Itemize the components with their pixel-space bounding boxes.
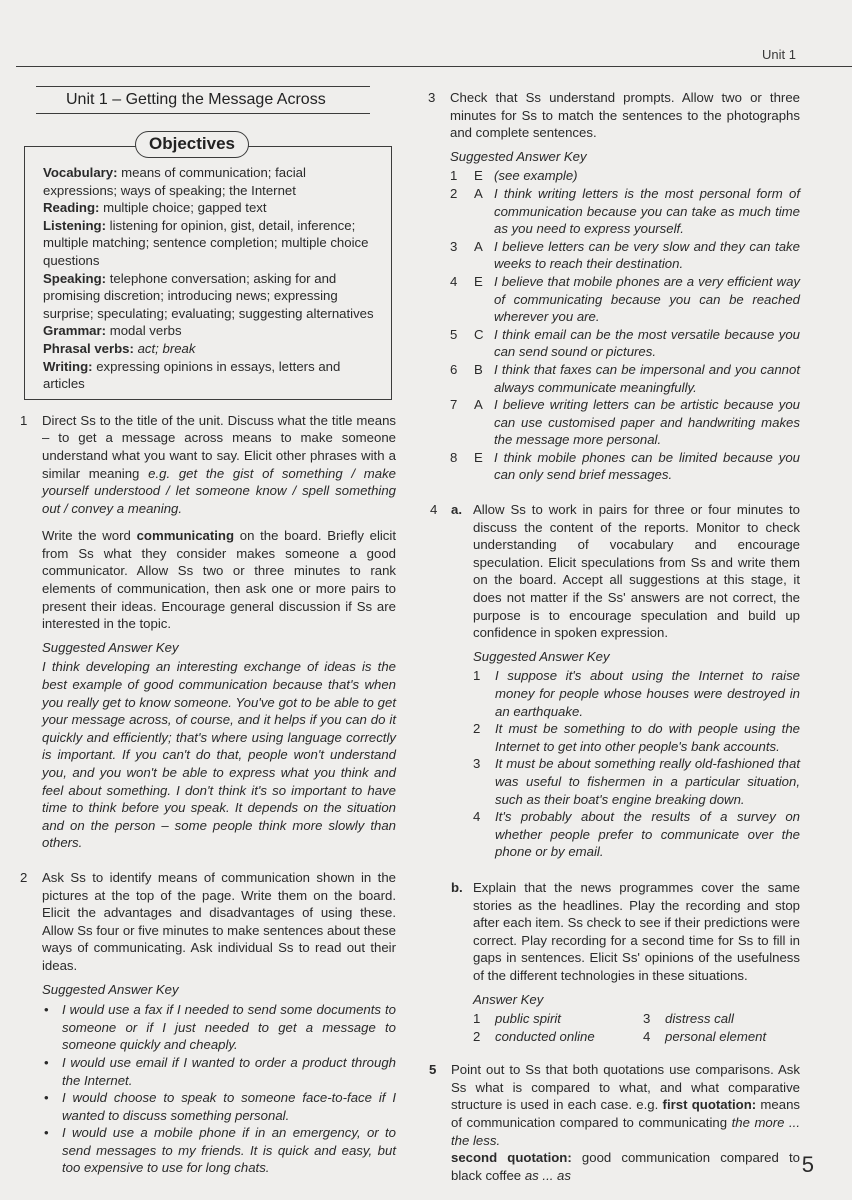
- item-4a-instructions: Allow Ss to work in pairs for three or four minutes to discuss the content of the reports. Monitor to check understanding of vocabulary and encourage speculation. Elicit speculations from Ss and write them on the board. Accept all suggestions at this stage, it does not matter if the Ss' answers are not correct, the purpose is to encourage speculation and build up confidence in spoken expression.: [473, 502, 800, 641]
- bullet-icon: •: [44, 1054, 49, 1070]
- objective-grammar: Grammar: modal verbs: [43, 323, 182, 339]
- item-4b-instructions: Explain that the news programmes cover the same stories as the headlines. Play the recording and stop after each item. Ss check to see if their predictions were correct. Play recording for a second time for Ss to fill in gaps in sentences. Elicit Ss' opinions of the usefulness of the different technologies in these situations.: [473, 879, 800, 983]
- bullet-icon: •: [44, 1002, 49, 1018]
- answer-row: 6 B I think that faxes can be impersonal and you cannot always communicate meaningfully.: [450, 361, 800, 395]
- left-column: [20, 86, 396, 1177]
- key-number: 1: [473, 1011, 481, 1027]
- list-item: • I would use email if I wanted to order a product through the Internet.: [44, 1054, 396, 1088]
- item-1-instructions: Direct Ss to the title of the unit. Discuss what the title means – to get a message across means to make someone understand what you want to say. Elicit other phrases with a similar meaning e.g. get the gist of something / make yourself understood / let someone know / spell something out / convey a meaning.: [42, 412, 396, 516]
- item-3: [428, 89, 800, 484]
- item-3-answers: [450, 167, 800, 484]
- objective-vocabulary: Vocabulary: means of communication; facial expressions; ways of speaking; the Internet: [43, 165, 306, 198]
- key-answer: public spirit: [495, 1011, 561, 1027]
- objective-phrasal-verbs: Phrasal verbs: act; break: [43, 340, 196, 356]
- key-number: 2: [473, 1028, 481, 1044]
- item-4: [432, 501, 800, 1045]
- bullet-icon: •: [44, 1125, 49, 1141]
- item-4a-answers: [473, 667, 800, 861]
- list-item: • I would use a fax if I needed to send some documents to someone or if I just needed to get a message to someone quickly and cheaply.: [44, 1002, 396, 1053]
- answer-row: 1 I suppose it's about using the Internet to raise money for people whose houses were destroyed in an earthquake.: [473, 668, 800, 719]
- key-answer: distress call: [665, 1011, 734, 1027]
- answer-row: 3 A I believe letters can be very slow and they can take weeks to reach their destination.: [450, 238, 800, 272]
- item-number: 2: [20, 869, 28, 885]
- item-2: [20, 869, 396, 1177]
- sub-item-label: b.: [451, 879, 463, 895]
- objectives-heading: Objectives: [135, 131, 249, 158]
- objective-reading: Reading: multiple choice; gapped text: [43, 200, 267, 216]
- item-number: 3: [428, 90, 436, 105]
- key-answer: conducted online: [495, 1028, 595, 1044]
- item-2-instructions: Ask Ss to identify means of communication shown in the pictures at the top of the page. Write them on the board. Elicit the advantages and disadvantages of using these. Allow Ss four or five minutes to make sentences about these ways of communicating. Ask individual Ss to read out their ideas.: [42, 869, 396, 973]
- objective-writing: Writing: expressing opinions in essays, letters and articles: [43, 358, 341, 392]
- answer-row: 3 It must be about something really old-fashioned that was useful to fishermen in a particular situation, such as their boat's engine breaking down.: [473, 756, 800, 807]
- suggested-answer-key-label: Suggested Answer Key: [473, 648, 610, 664]
- list-item: • I would choose to speak to someone face-to-face if I wanted to discuss something personal.: [44, 1090, 396, 1123]
- page-number: 5: [801, 1152, 814, 1177]
- answer-row: 8 E I think mobile phones can be limited because you can only send brief messages.: [450, 449, 800, 483]
- item-1: [20, 412, 396, 852]
- bullet-icon: •: [44, 1090, 49, 1106]
- suggested-answer-key-label: Suggested Answer Key: [42, 981, 179, 997]
- unit-title-box: [36, 86, 370, 114]
- item-1-paragraph-2: Write the word communicating on the board. Briefly elicit from Ss what they consider makes someone a good communicator. Allow Ss two or three minutes to rank elements of communication, then ask one or more pairs to present their ideas. Encourage general discussion if Ss are interested in the topic.: [42, 528, 396, 632]
- item-number: 5: [429, 1062, 437, 1078]
- key-number: 4: [643, 1028, 651, 1044]
- item-2-bullet-list: [42, 1001, 396, 1177]
- answer-row: 2 A I think writing letters is the most personal form of communication because you can take as much time as you need to express yourself.: [450, 185, 800, 237]
- answer-key-label: Answer Key: [473, 991, 544, 1007]
- item-5: [429, 1061, 801, 1184]
- item-4a: [430, 501, 800, 861]
- objective-listening: Listening: listening for opinion, gist, detail, inference; multiple matching; sentence completion; multiple choice questions: [43, 217, 369, 268]
- key-number: 3: [643, 1011, 651, 1027]
- suggested-answer-key-label: Suggested Answer Key: [42, 639, 179, 655]
- objectives-box: [24, 134, 392, 400]
- suggested-answer-key-label: Suggested Answer Key: [450, 148, 587, 164]
- answer-row: 5 C I think email can be the most versatile because you can send sound or pictures.: [450, 326, 800, 360]
- item-4b-answer-key: [473, 1010, 800, 1045]
- sub-item-label: a.: [451, 502, 462, 518]
- objective-speaking: Speaking: telephone conversation; asking for and promising discretion; introducing news; expressing surprise; speculating; evaluating; suggesting alternatives: [43, 270, 374, 321]
- item-3-instructions: Check that Ss understand prompts. Allow two or three minutes for Ss to match the sentences to the photographs and complete sentences.: [450, 90, 800, 141]
- right-column: [428, 89, 801, 1184]
- key-answer: personal element: [665, 1028, 767, 1044]
- answer-row: 4 E I believe that mobile phones are a very efficient way of communicating because you can be reached wherever you are.: [450, 273, 800, 325]
- item-number: 4: [430, 502, 438, 518]
- running-head: Unit 1: [762, 47, 796, 62]
- item-1-answer: I think developing an interesting exchange of ideas is the best example of good communication because that's when you really get to know someone. You've got to be able to get your message across, of course, and it helps if you can do it quickly and efficiently; that's where using language correctly is important. If you can't do that, people won't understand you, and you won't be able to express what you think and feel about something. I don't think it's so important to have time to think before you speak. It depends on the situation and on the person – some people think more slowly than others.: [42, 659, 396, 851]
- answer-row: 7 A I believe writing letters can be artistic because you can use customised paper and handwriting makes the message more personal.: [450, 397, 800, 448]
- item-5-second-quotation: second quotation: good communication compared to black coffee as ... as: [451, 1150, 800, 1183]
- answer-row: 1 E (see example): [450, 168, 578, 184]
- answer-row: 2 It must be something to do with people using the Internet to get into other people's bank accounts.: [473, 721, 800, 754]
- answer-row: 4 It's probably about the results of a survey on whether people prefer to communicate over the phone or by email.: [473, 809, 800, 860]
- list-item: • I would use a mobile phone if in an emergency, or to send messages to my friends. It is quick and easy, but too expensive to use for long chats.: [44, 1125, 396, 1176]
- item-4b: [451, 879, 800, 1045]
- item-number: 1: [20, 412, 28, 428]
- unit-title: Unit 1 – Getting the Message Across: [66, 91, 326, 108]
- item-5-instructions: Point out to Ss that both quotations use comparisons. Ask Ss what is compared to what, and what comparative structure is used in each case. e.g. first quotation: means of communication compared to communicating the more ... the less.: [451, 1062, 801, 1148]
- header-rule: [16, 66, 852, 67]
